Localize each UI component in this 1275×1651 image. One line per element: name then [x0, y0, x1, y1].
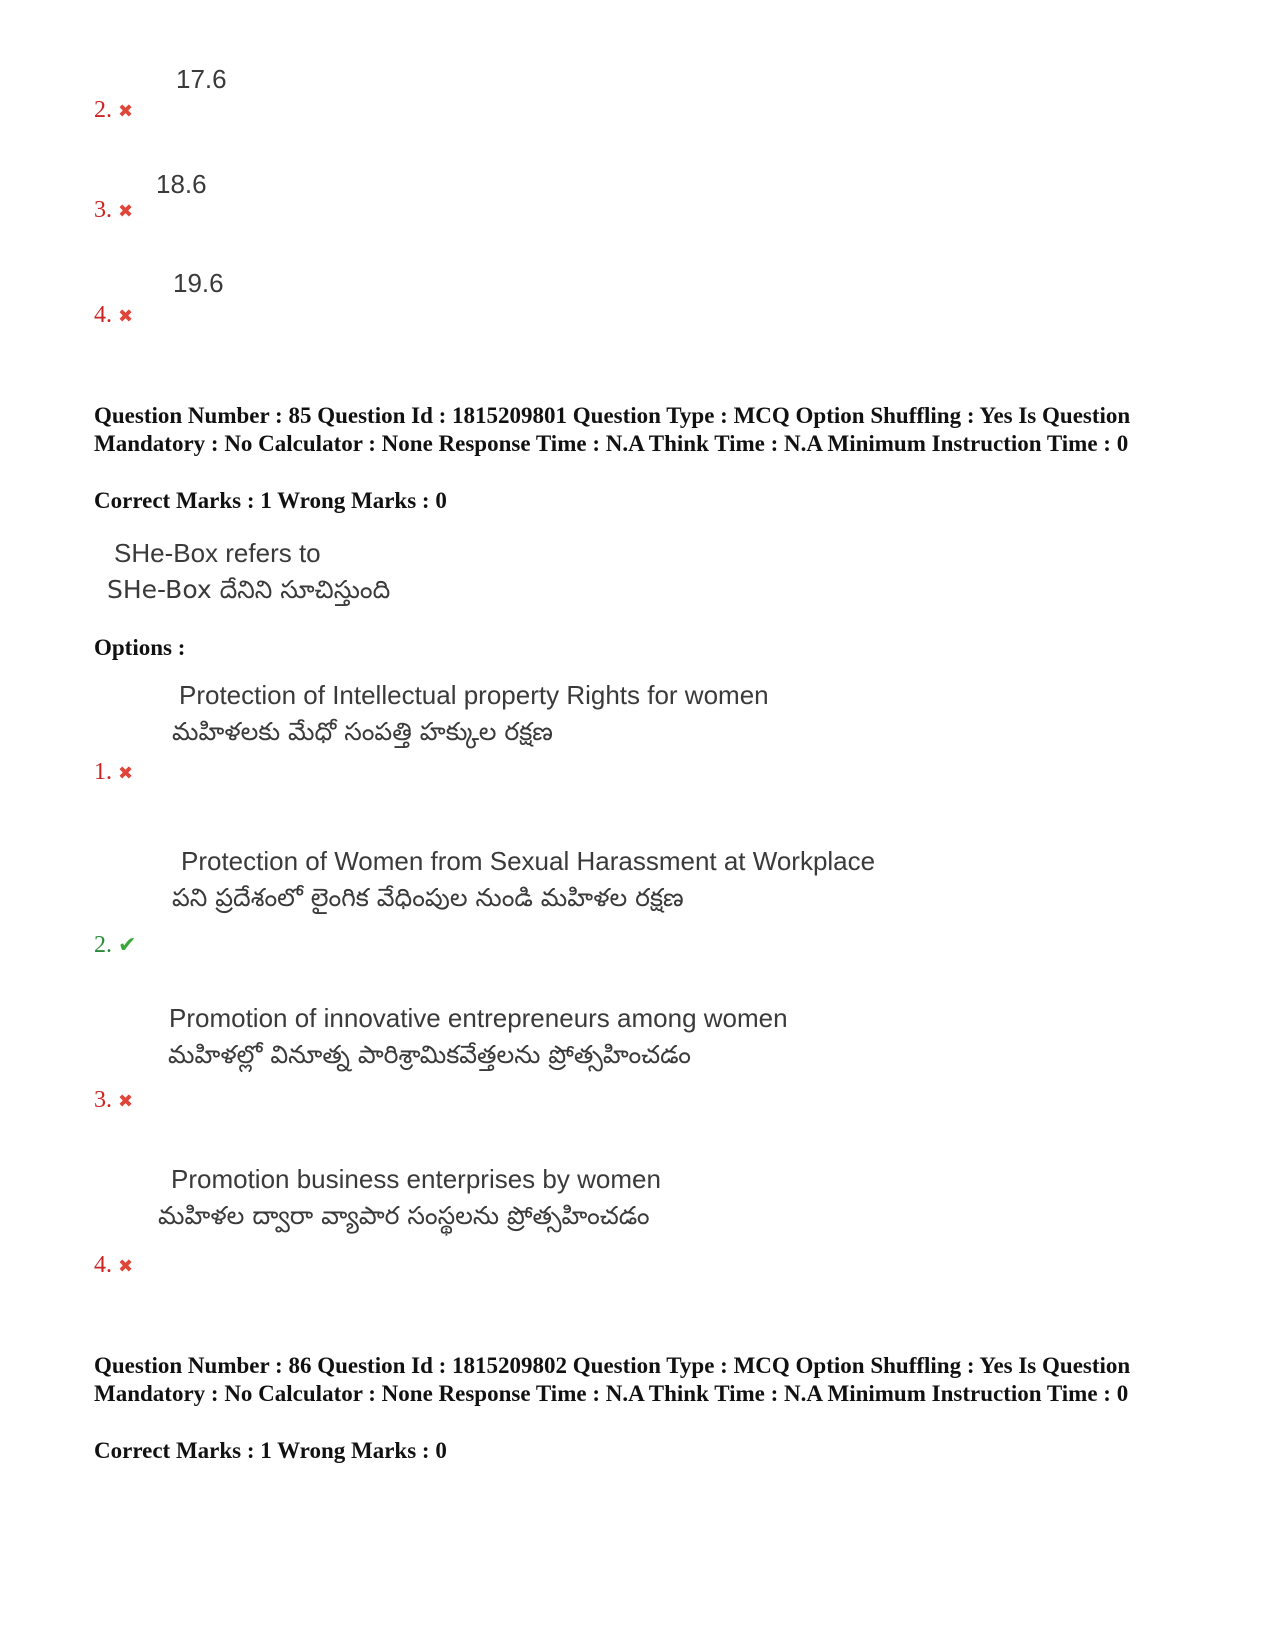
option-number	[94, 1252, 133, 1279]
option-text-telugu: మహిళల్లో వినూత్న పారిశ్రామికవేత్తలను ప్రోత్సహించడం	[168, 1040, 691, 1069]
option-text-telugu: మహిళలకు మేధో సంపత్తి హక్కుల రక్షణ	[172, 717, 553, 746]
wrong-icon: ✖	[118, 201, 134, 222]
option-number	[94, 97, 133, 124]
option-number-label: 4.	[94, 1252, 112, 1278]
option-text-english: Promotion of innovative entrepreneurs among women	[169, 1003, 788, 1033]
check-icon: ✔	[118, 933, 137, 958]
marks-line: Correct Marks : 1 Wrong Marks : 0	[94, 488, 447, 513]
question-stem-english: SHe-Box refers to	[114, 538, 321, 568]
options-label: Options :	[94, 635, 186, 660]
option-number-label: 1.	[94, 759, 112, 785]
question-stem-telugu: SHe-Box దేనిని సూచిస్తుంది	[107, 575, 391, 604]
wrong-icon: ✖	[118, 1256, 134, 1277]
marks-line: Correct Marks : 1 Wrong Marks : 0	[94, 1438, 447, 1463]
wrong-icon: ✖	[118, 306, 134, 327]
question-header: Question Number : 85 Question Id : 1815209801 Question Type : MCQ Option Shuffling : Yes Is Question Mandatory : No Calculator : None Response Time : N.A Think Time : N.A Minimum Instruction Time : 0	[94, 403, 1131, 456]
option-number	[94, 759, 133, 786]
option-number-label: 3.	[94, 197, 112, 223]
option-text-english: Promotion business enterprises by women	[171, 1164, 661, 1194]
option-number	[94, 197, 133, 224]
option-text-english: Protection of Intellectual property Rights for women	[179, 680, 769, 710]
wrong-icon: ✖	[118, 763, 134, 784]
option-text-telugu: మహిళల ద్వారా వ్యాపార సంస్థలను ప్రోత్సహించడం	[158, 1201, 650, 1230]
option-text: 17.6	[176, 64, 227, 94]
question-header: Question Number : 86 Question Id : 1815209802 Question Type : MCQ Option Shuffling : Yes Is Question Mandatory : No Calculator : None Response Time : N.A Think Time : N.A Minimum Instruction Time : 0	[94, 1353, 1131, 1406]
wrong-icon: ✖	[118, 101, 134, 122]
option-number-label: 3.	[94, 1087, 112, 1113]
wrong-icon: ✖	[118, 1091, 134, 1112]
option-number	[94, 1087, 133, 1114]
option-text: 19.6	[173, 268, 224, 298]
option-number	[94, 932, 136, 959]
option-number	[94, 302, 133, 329]
option-number-label: 2.	[94, 932, 112, 958]
option-text-english: Protection of Women from Sexual Harassment at Workplace	[181, 846, 876, 876]
option-number-label: 2.	[94, 97, 112, 123]
option-text-telugu: పని ప్రదేశంలో లైంగిక వేధింపుల నుండి మహిళల రక్షణ	[172, 883, 684, 912]
option-number-label: 4.	[94, 302, 112, 328]
option-text: 18.6	[156, 169, 207, 199]
